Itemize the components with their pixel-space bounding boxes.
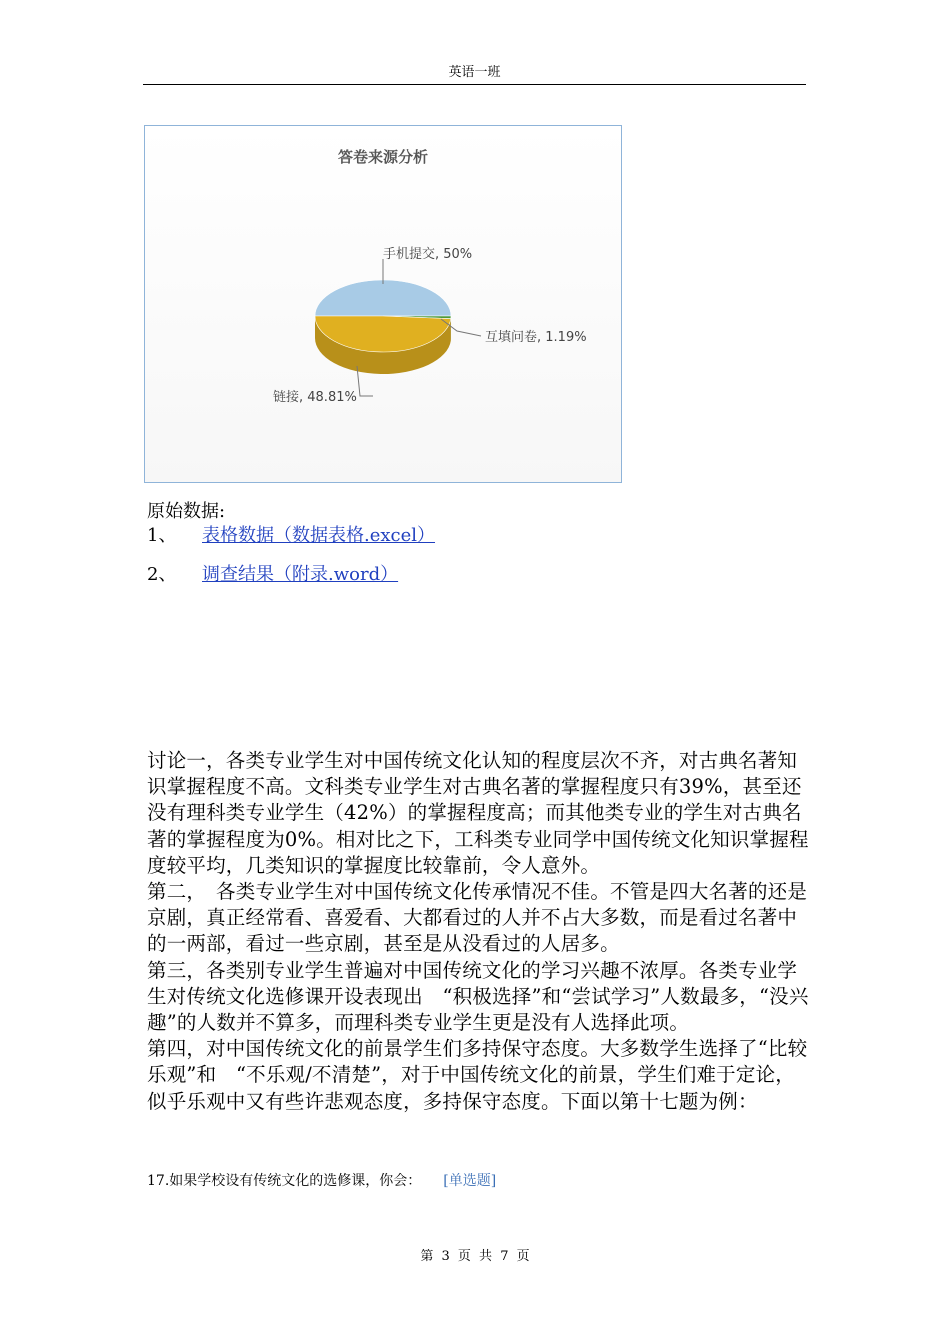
paragraph: 第三，各类别专业学生普遍对中国传统文化的学习兴趣不浓厚。各类专业学生对传统文化选修课开设表现出 “积极选择”和“尝试学习”人数最多，“没兴趣”的人数并不算多，而理科类专业学生更是没有人选择此项。 <box>147 958 809 1035</box>
chart-title: 答卷来源分析 <box>337 148 429 166</box>
pie-slice-label: 互填问卷, 1.19% <box>485 330 587 345</box>
pie-slice-label: 链接, 48.81% <box>273 390 357 405</box>
question-text: 17.如果学校设有传统文化的选修课，你会： <box>147 1173 422 1189</box>
raw-item-link-word[interactable]: 调查结果（附录.word） <box>202 564 399 585</box>
pie-chart-svg <box>145 126 621 482</box>
raw-data-label: 原始数据: <box>147 501 226 522</box>
page-footer: 第 3 页 共 7 页 <box>420 1249 530 1264</box>
raw-item-link-excel[interactable]: 表格数据（数据表格.excel） <box>202 525 436 546</box>
discussion-body <box>147 748 809 1115</box>
raw-item-1 <box>147 524 435 548</box>
pie-slice-label: 手机提交, 50% <box>383 247 473 262</box>
question-17 <box>147 1172 496 1190</box>
pie-chart <box>144 125 622 483</box>
raw-item-2 <box>147 563 398 587</box>
raw-item-number: 2、 <box>147 564 177 585</box>
paragraph: 讨论一，各类专业学生对中国传统文化认知的程度层次不齐，对古典名著知识掌握程度不高。文科类专业学生对古典名著的掌握程度只有39%，甚至还没有理科类专业学生（42%）的掌握程度高；而其他类专业的学生对古典名著的掌握程度为0%。相对比之下，工科类专业同学中国传统文化知识掌握程度较平均，几类知识的掌握度比较靠前，令人意外。 <box>147 749 809 877</box>
question-type-tag: [单选题] <box>443 1173 497 1189</box>
paragraph: 第二， 各类专业学生对中国传统文化传承情况不佳。不管是四大名著的还是京剧，真正经常看、喜爱看、大都看过的人并不占大多数，而是看过名著中的一两部，看过一些京剧，甚至是从没看过的人居多。 <box>147 880 808 956</box>
pie-slice <box>315 280 451 316</box>
paragraph: 第四，对中国传统文化的前景学生们多持保守态度。大多数学生选择了“比较乐观”和 “不乐观/不清楚”，对于中国传统文化的前景，学生们难于定论，似乎乐观中又有些许悲观态度，多持保守态度。下面以第十七题为例： <box>147 1037 808 1113</box>
raw-item-number: 1、 <box>147 525 177 546</box>
page-header: 英语一班 <box>143 64 806 85</box>
